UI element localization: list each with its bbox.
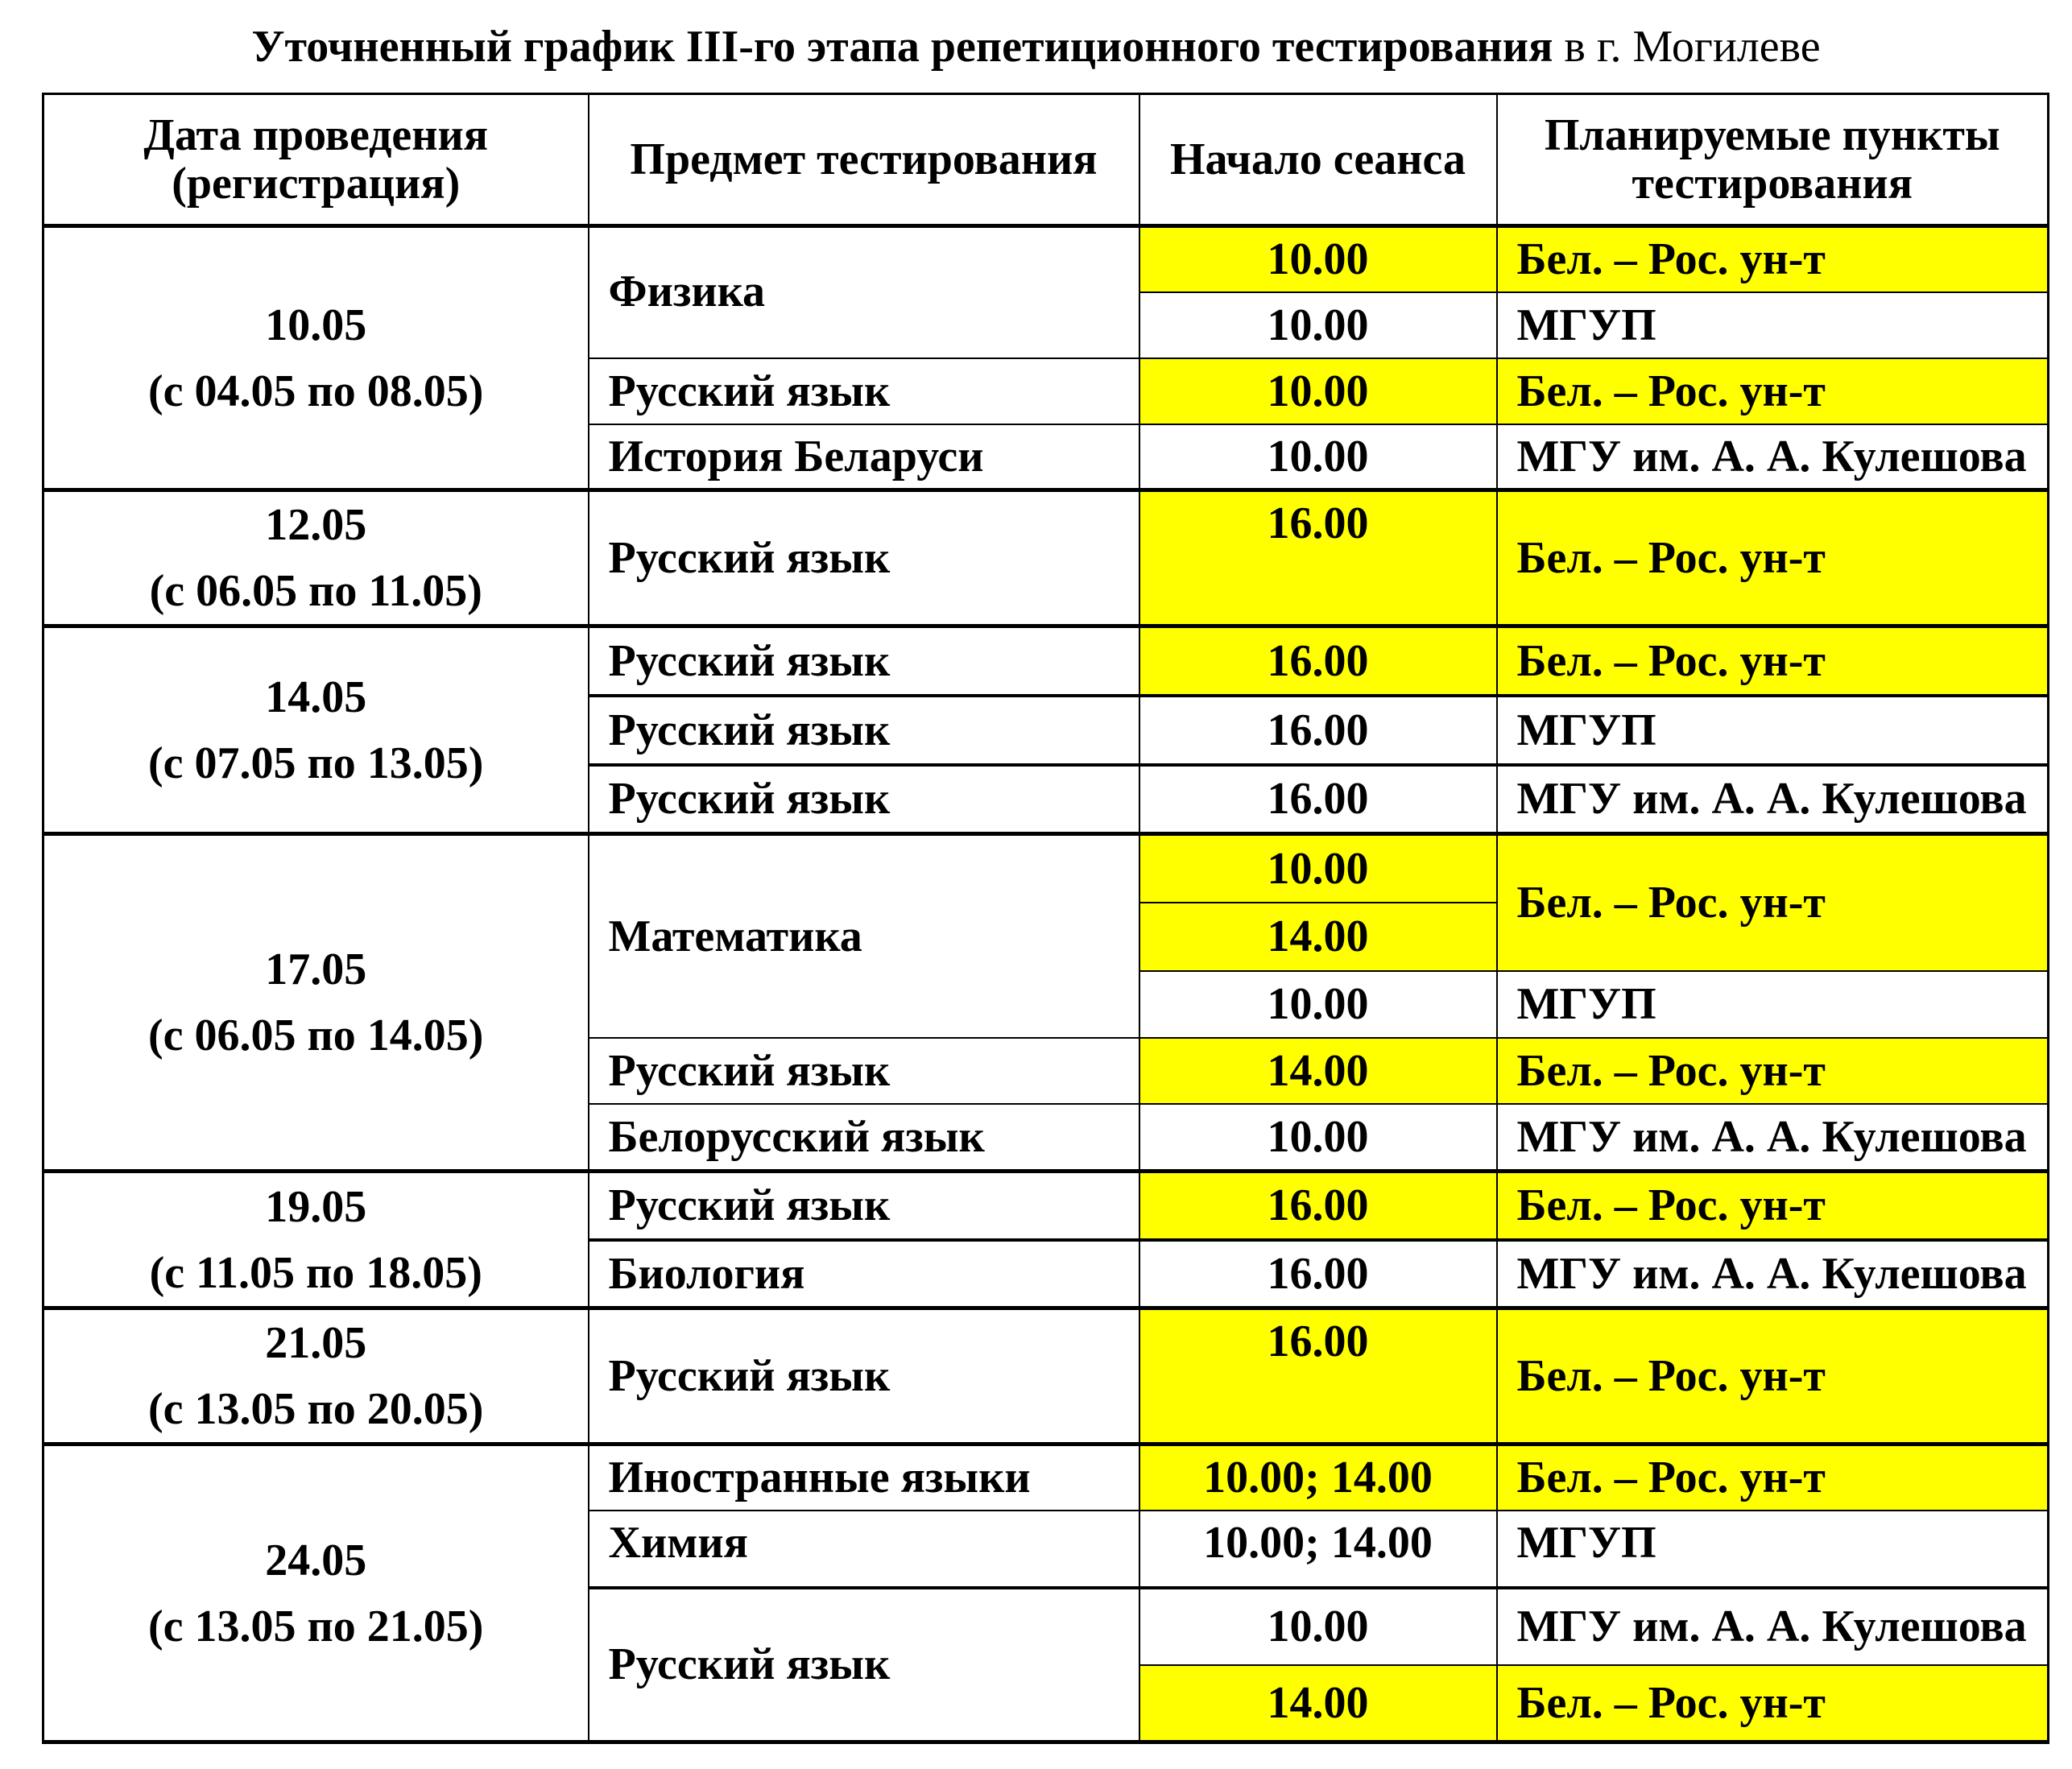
table-row [43, 834, 2049, 903]
site-cell: МГУ им. А. А. Кулешова [1497, 1104, 2049, 1172]
subject-cell: Физика [589, 226, 1139, 358]
start-time-cell: 16.00 [1139, 490, 1497, 626]
start-time-cell: 10.00 [1139, 358, 1497, 424]
start-time-cell: 10.00; 14.00 [1139, 1511, 1497, 1588]
start-time-cell: 16.00 [1139, 1240, 1497, 1308]
table-row [43, 1308, 2049, 1445]
subject-cell: Русский язык [589, 696, 1139, 765]
date-cell [43, 1172, 589, 1308]
subject-cell: Русский язык [589, 1172, 1139, 1240]
start-time-cell: 10.00 [1139, 424, 1497, 490]
date-cell [43, 626, 589, 834]
subject-cell: Русский язык [589, 1308, 1139, 1445]
subject-cell: Русский язык [589, 765, 1139, 834]
start-time-cell: 10.00 [1139, 226, 1497, 292]
start-time-cell: 10.00 [1139, 1104, 1497, 1172]
start-time-cell: 10.00 [1139, 971, 1497, 1038]
table-row [43, 490, 2049, 626]
date-cell [43, 834, 589, 1172]
schedule-table [42, 93, 2049, 1744]
start-time-cell: 16.00 [1139, 626, 1497, 696]
subject-cell: Иностранные языки [589, 1445, 1139, 1511]
start-time-cell: 10.00; 14.00 [1139, 1445, 1497, 1511]
site-cell: МГУ им. А. А. Кулешова [1497, 1240, 2049, 1308]
start-time-cell: 14.00 [1139, 1038, 1497, 1104]
header-sites: Планируемые пункты тестирования [1497, 94, 2049, 226]
header-subject: Предмет тестирования [589, 94, 1139, 226]
site-cell: Бел. – Рос. ун-т [1497, 1038, 2049, 1104]
site-cell: МГУ им. А. А. Кулешова [1497, 765, 2049, 834]
header-row [43, 94, 2049, 226]
site-cell: Бел. – Рос. ун-т [1497, 1665, 2049, 1742]
site-cell: МГУ им. А. А. Кулешова [1497, 1588, 2049, 1665]
subject-cell: Белорусский язык [589, 1104, 1139, 1172]
page-title [0, 18, 2072, 76]
start-time-cell: 16.00 [1139, 765, 1497, 834]
subject-cell: Русский язык [589, 626, 1139, 696]
site-cell: Бел. – Рос. ун-т [1497, 1445, 2049, 1511]
subject-cell: Химия [589, 1511, 1139, 1588]
registration-period: (с 07.05 по 13.05) [148, 738, 484, 788]
date-cell [43, 1445, 589, 1742]
table-row [43, 226, 2049, 292]
table-row [43, 1445, 2049, 1511]
site-cell: МГУП [1497, 292, 2049, 358]
subject-cell: Русский язык [589, 358, 1139, 424]
site-cell: Бел. – Рос. ун-т [1497, 1308, 2049, 1445]
date-value: 19.05 [265, 1181, 367, 1232]
table-row [43, 626, 2049, 696]
start-time-cell: 10.00 [1139, 834, 1497, 903]
start-time-cell: 16.00 [1139, 1172, 1497, 1240]
title-bold: Уточненный график III-го этапа репетиционного тестирования [251, 22, 1553, 72]
subject-cell: История Беларуси [589, 424, 1139, 490]
site-cell: Бел. – Рос. ун-т [1497, 1172, 2049, 1240]
date-value: 12.05 [265, 500, 367, 550]
site-cell: Бел. – Рос. ун-т [1497, 626, 2049, 696]
start-time-cell: 16.00 [1139, 696, 1497, 765]
date-cell [43, 226, 589, 490]
site-cell: Бел. – Рос. ун-т [1497, 226, 2049, 292]
start-time-cell: 10.00 [1139, 292, 1497, 358]
start-time-cell: 16.00 [1139, 1308, 1497, 1445]
subject-cell: Русский язык [589, 490, 1139, 626]
registration-period: (с 11.05 по 18.05) [149, 1247, 482, 1298]
subject-cell: Математика [589, 834, 1139, 1038]
site-cell: МГУП [1497, 1511, 2049, 1588]
subject-cell: Биология [589, 1240, 1139, 1308]
subject-cell: Русский язык [589, 1588, 1139, 1742]
title-city: в г. Могилеве [1553, 22, 1821, 72]
site-cell: МГУП [1497, 971, 2049, 1038]
site-cell: Бел. – Рос. ун-т [1497, 358, 2049, 424]
site-cell: Бел. – Рос. ун-т [1497, 490, 2049, 626]
date-value: 14.05 [265, 672, 367, 722]
registration-period: (с 13.05 по 20.05) [148, 1384, 484, 1434]
subject-cell: Русский язык [589, 1038, 1139, 1104]
table-row [43, 1172, 2049, 1240]
site-cell: МГУ им. А. А. Кулешова [1497, 424, 2049, 490]
site-cell: Бел. – Рос. ун-т [1497, 834, 2049, 971]
header-start: Начало сеанса [1139, 94, 1497, 226]
date-cell [43, 490, 589, 626]
date-value: 17.05 [265, 944, 367, 994]
start-time-cell: 14.00 [1139, 903, 1497, 971]
registration-period: (с 04.05 по 08.05) [148, 366, 484, 416]
date-value: 24.05 [265, 1535, 367, 1585]
date-value: 21.05 [265, 1318, 367, 1368]
date-cell [43, 1308, 589, 1445]
start-time-cell: 10.00 [1139, 1588, 1497, 1665]
start-time-cell: 14.00 [1139, 1665, 1497, 1742]
registration-period: (с 13.05 по 21.05) [148, 1601, 484, 1651]
registration-period: (с 06.05 по 14.05) [148, 1011, 484, 1060]
site-cell: МГУП [1497, 696, 2049, 765]
registration-period: (с 06.05 по 11.05) [149, 566, 482, 616]
header-date: Дата проведения (регистрация) [43, 94, 589, 226]
date-value: 10.05 [265, 300, 367, 350]
